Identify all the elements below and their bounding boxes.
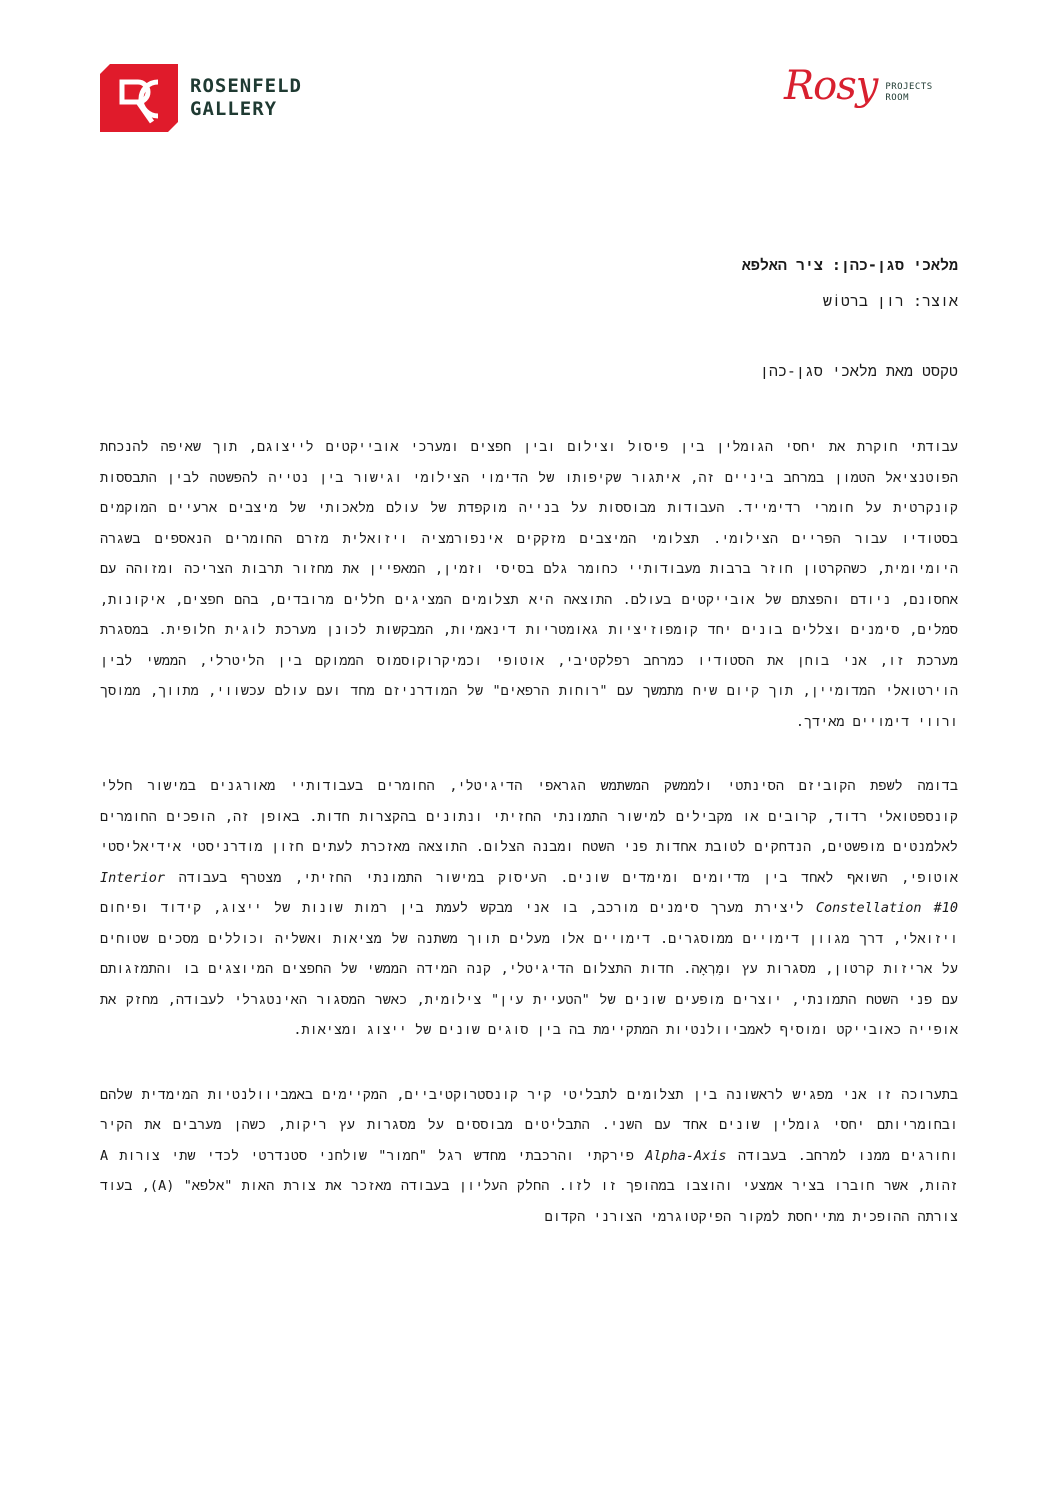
document-title: מלאכי סגן-כהן: ציר האלפא xyxy=(741,256,958,274)
projects-room-label xyxy=(885,82,932,104)
paragraph-1: עבודתי חוקרת את יחסי הגומלין בין פיסול וצילום ובין חפצים ומערכי אובייקטים לייצוגם, תוך שאיפה להנכחת הפוטנציאל הטמון במרחב ביניים זה, איתגור שקיפותו של הדימוי הצילומי וגישור בין נטייה להפשטה לבין התבססות קונקרטית על חומרי רדימייד. העבודות מבוססות על בנייה מוקפדת של עולם מלאכותי של מיצבים ארעיים המוקמים בסטודיו עבור הפריים הצילומי. תצלומי המיצבים מזקקים אינפורמציה ויזואלית מזרם החומרים הנאספים בשגרה היומיומית, כשהקרטון חוזר ברבות מעבודותיי כחומר גלם בסיסי וזמין, המאפיין את מחזור תרבות הצריכה ומזוהה עם אחסונם, ניודם והפצתם של אובייקטים בעולם. התוצאה היא תצלומים המציגים חללים מרובדים, בהם חפצים, איקונות, סמלים, סימנים וצללים בונים יחד קומפוזיציות גאומטריות דינאמיות, המבקשות לכונן מערכת לוגית חלופית. במסגרת מערכת זו, אני בוחן את הסטודיו כמרחב רפלקטיבי, אוטופי וכמיקרוקוסמוס הממוקם בין הליטרלי, הממשי לבין הוירטואלי המדומיין, תוך קיום שיח מתמשך עם "רוחות הרפאים" של המודרניזם מחד ועם עולם עכשווי, מתווך, ממוסך ורווי דימויים מאידך. xyxy=(100,439,958,730)
paragraph-2-part-2: ליצירת מערך סימנים מורכב, בו אני מבקש לעמת בין רמות שונות של ייצוג, קידוד ופיחום ויזואלי, דרך מגוון דימויים ממוסגרים. דימויים אלו מעלים תווך משתנה של מציאות ואשליה וכוללים מסכים שטוחים על אריזות קרטון, מסגרות עץ ומַרְאָה. חדות התצלום הדיגיטלי, קנה המידה הממשי של החפצים המיוצגים בו והתמזגותם עם פני השטח התמונתי, יוצרים מופעים שונים של "הטעיית עין" צילומית, כאשר המסגור האינטגרלי לעבודה, מחזק את אופייה כאובייקט ומוסיף לאמביוולנטיות המתקיימת בה בין סוגים שונים של ייצוג ומציאות. xyxy=(100,900,958,1038)
logo-line-1: ROSENFELD xyxy=(190,75,302,97)
room-label: ROOM xyxy=(885,93,910,103)
paragraph-3 xyxy=(100,1080,958,1233)
work-title-interior-constellation: Interior Constellation #10 xyxy=(100,869,958,916)
byline: טקסט מאת מלאכי סגן-כהן xyxy=(759,362,958,380)
rg-monogram-icon xyxy=(100,64,178,132)
paragraph-2 xyxy=(100,771,958,1046)
rosenfeld-gallery-wordmark xyxy=(190,75,302,121)
curator-line: אוצר: רון ברטוֹש xyxy=(822,292,958,310)
page-header xyxy=(0,0,1058,150)
rosy-projects-room-logo xyxy=(784,64,933,108)
paragraph-3-part-2: פירקתי והרכבתי מחדש רגל "חמור" שולחני סטנדרטי לכדי שתי צורות A זהות, אשר חוברו בציר אמצעי והוצבו במהופך זו לזו. החלק העליון בעבודה מאזכר את צורת האות "אלפא" (A), בעוד צורתה ההופכית מתייחסת למקור הפיקטוגרמי הצורני הקדום xyxy=(100,1147,958,1225)
paragraph-2-part-1: בדומה לשפת הקוביזם הסינתטי ולממשק המשתמש הגראפי הדיגיטלי, החומרים בעבודותיי מאורגנים במישור חללי קונספטואלי רדוד, קרובים או מקבילים למישור התמונתי החזיתי ונתונים בהקצרות חדות. באופן זה, הופכים החומרים לאלמנטים מופשטים, הנדחקים לטובת אחדות פני השטח ומבנה הצלום. התוצאה מאזכרת לעתים חזון מודרניסטי אידיאליסטי אוטופי, השואף לאחד בין מדיומים ומימדים שונים. העיסוק במישור התמונתי החזיתי, מצטרף בעבודה xyxy=(100,778,958,886)
document-body xyxy=(100,250,958,1232)
projects-label: PROJECTS xyxy=(885,82,933,92)
rosenfeld-gallery-logo xyxy=(100,64,302,132)
work-title-alpha-axis: Alpha-Axis xyxy=(645,1147,727,1164)
rosy-script-wordmark: Rosy xyxy=(784,63,878,109)
logo-line-2: GALLERY xyxy=(190,98,278,120)
paragraph-3-part-1: בתערוכה זו אני מפגיש לראשונה בין תצלומים לתבליטי קיר קונסטרוקטיביים, המקיימים באמביוולנטיות המימדית שלהם ובחומריותם יחסי גומלין שונים אחד עם השני. התבליטים מבוססים על מסגרות עץ ריקות, כשהן מערבים את הקיר וחורגים ממנו למרחב. בעבודה xyxy=(100,1086,959,1164)
